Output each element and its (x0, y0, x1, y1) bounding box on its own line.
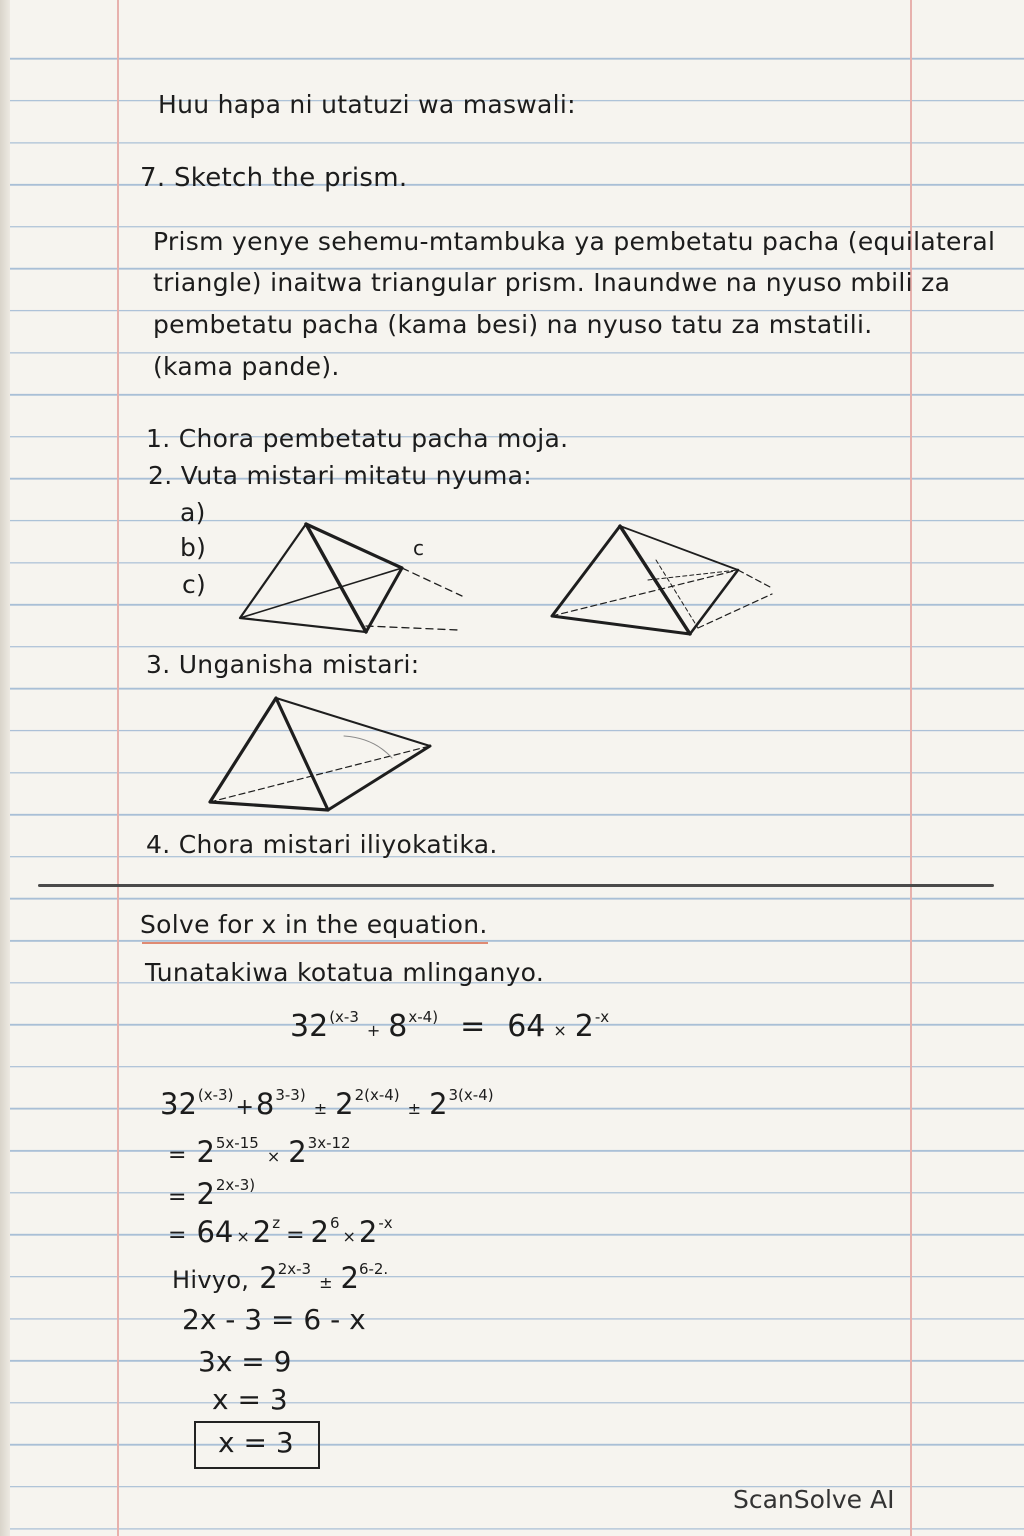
description-line-3: pembetatu pacha (kama besi) na nyuso tatu za mstatili. (153, 310, 873, 339)
l3-exp-1: 2x-3) (215, 1176, 256, 1194)
notebook-binding (0, 0, 10, 1536)
l5-prefix: Hivyo, (172, 1266, 250, 1294)
l4-exp-3: 6 (329, 1214, 340, 1232)
l4-equals-2: = (286, 1223, 305, 1248)
l1-plus: + (235, 1095, 254, 1120)
working-line-5 (172, 1262, 388, 1293)
working-line-1 (160, 1088, 494, 1119)
step-2-sub-b: b) (180, 533, 207, 562)
l4-times-2: × (342, 1227, 356, 1246)
step-3: 3. Unganisha mistari: (146, 650, 420, 679)
eq-times: × (553, 1021, 567, 1040)
eq-plus: + (366, 1021, 381, 1040)
l5-exp-2: 6-2. (358, 1260, 389, 1278)
step-2: 2. Vuta mistari mitatu nyuma: (148, 461, 533, 490)
eq-exp-4: -x (594, 1008, 610, 1026)
l2-exp-2: 3x-12 (307, 1134, 351, 1152)
l1-exp-2: 3-3) (275, 1086, 306, 1104)
step-2-sub-c: c) (182, 570, 207, 599)
l4-base-2c: 2 (358, 1215, 378, 1249)
eq-base-64: 64 (507, 1009, 546, 1044)
l4-base-64: 64 (196, 1215, 234, 1249)
l1-base-8: 8 (255, 1087, 275, 1121)
l4-exp-4: -x (378, 1214, 393, 1232)
step-2-sub-a: a) (180, 498, 206, 527)
l2-base-2a: 2 (196, 1135, 215, 1169)
l1-exp-1: (x-3) (197, 1086, 234, 1104)
l1-op-3: ± (407, 1099, 422, 1118)
l2-exp-1: 5x-15 (215, 1134, 259, 1152)
l1-base-2a: 2 (335, 1087, 354, 1121)
working-line-4 (168, 1216, 393, 1247)
l4-base-2a: 2 (252, 1215, 272, 1249)
l5-base-2a: 2 (259, 1261, 278, 1295)
l1-exp-3: 2(x-4) (354, 1086, 400, 1104)
working-line-2 (168, 1136, 351, 1167)
step-4: 4. Chora mistari iliyokatika. (146, 830, 498, 859)
solve-intro: Tunatakiwa kotatua mlinganyo. (145, 958, 545, 987)
l1-op-2: ± (313, 1099, 328, 1118)
step-1: 1. Chora pembetatu pacha moja. (146, 424, 569, 453)
l4-base-2b: 2 (310, 1215, 329, 1249)
description-line-2: triangle) inaitwa triangular prism. Inaundwe na nyuso mbili za (153, 268, 951, 297)
description-line-1: Prism yenye sehemu-mtambuka ya pembetatu pacha (equilateral (153, 227, 996, 256)
eq-base-8: 8 (388, 1009, 408, 1044)
final-answer: x = 3 (218, 1426, 294, 1459)
eq-exp-2: x-4) (408, 1008, 439, 1026)
figure-label-c: c (413, 536, 425, 560)
brand-watermark: ScanSolve AI (733, 1485, 895, 1514)
description-line-4: (kama pande). (153, 352, 340, 381)
l3-equals: = (168, 1185, 187, 1210)
l5-base-2b: 2 (340, 1261, 359, 1295)
prism-sketch-joined (204, 692, 436, 814)
l1-base-32: 32 (160, 1087, 197, 1121)
question-7-title: 7. Sketch the prism. (140, 163, 408, 193)
l5-op: ± (319, 1273, 333, 1292)
eq-base-2: 2 (574, 1009, 594, 1044)
l2-equals: = (168, 1143, 187, 1168)
prism-sketch-dashed (548, 520, 776, 640)
eq-base-32: 32 (290, 1009, 329, 1044)
l1-exp-4: 3(x-4) (448, 1086, 494, 1104)
working-line-6: 2x - 3 = 6 - x (182, 1303, 366, 1336)
l4-exp-2: z (272, 1214, 281, 1232)
solve-title-underline (142, 942, 488, 944)
l3-base-2: 2 (196, 1177, 215, 1211)
l4-equals-1: = (168, 1223, 187, 1248)
section-divider (38, 884, 994, 887)
l1-base-2b: 2 (429, 1087, 448, 1121)
main-equation (290, 1010, 609, 1042)
eq-exp-1: (x-3 (329, 1008, 359, 1026)
working-line-8: x = 3 (212, 1383, 288, 1416)
working-line-3 (168, 1178, 255, 1209)
l4-times-1: × (236, 1227, 250, 1246)
working-line-7: 3x = 9 (198, 1345, 292, 1378)
l2-times: × (266, 1147, 281, 1166)
prism-sketch-step-2 (232, 518, 468, 642)
margin-line-left (117, 0, 119, 1536)
l2-base-2b: 2 (288, 1135, 307, 1169)
solve-title: Solve for x in the equation. (140, 910, 488, 939)
l5-exp-1: 2x-3 (277, 1260, 312, 1278)
eq-equals: = (460, 1009, 486, 1044)
page-heading: Huu hapa ni utatuzi wa maswali: (158, 90, 576, 119)
